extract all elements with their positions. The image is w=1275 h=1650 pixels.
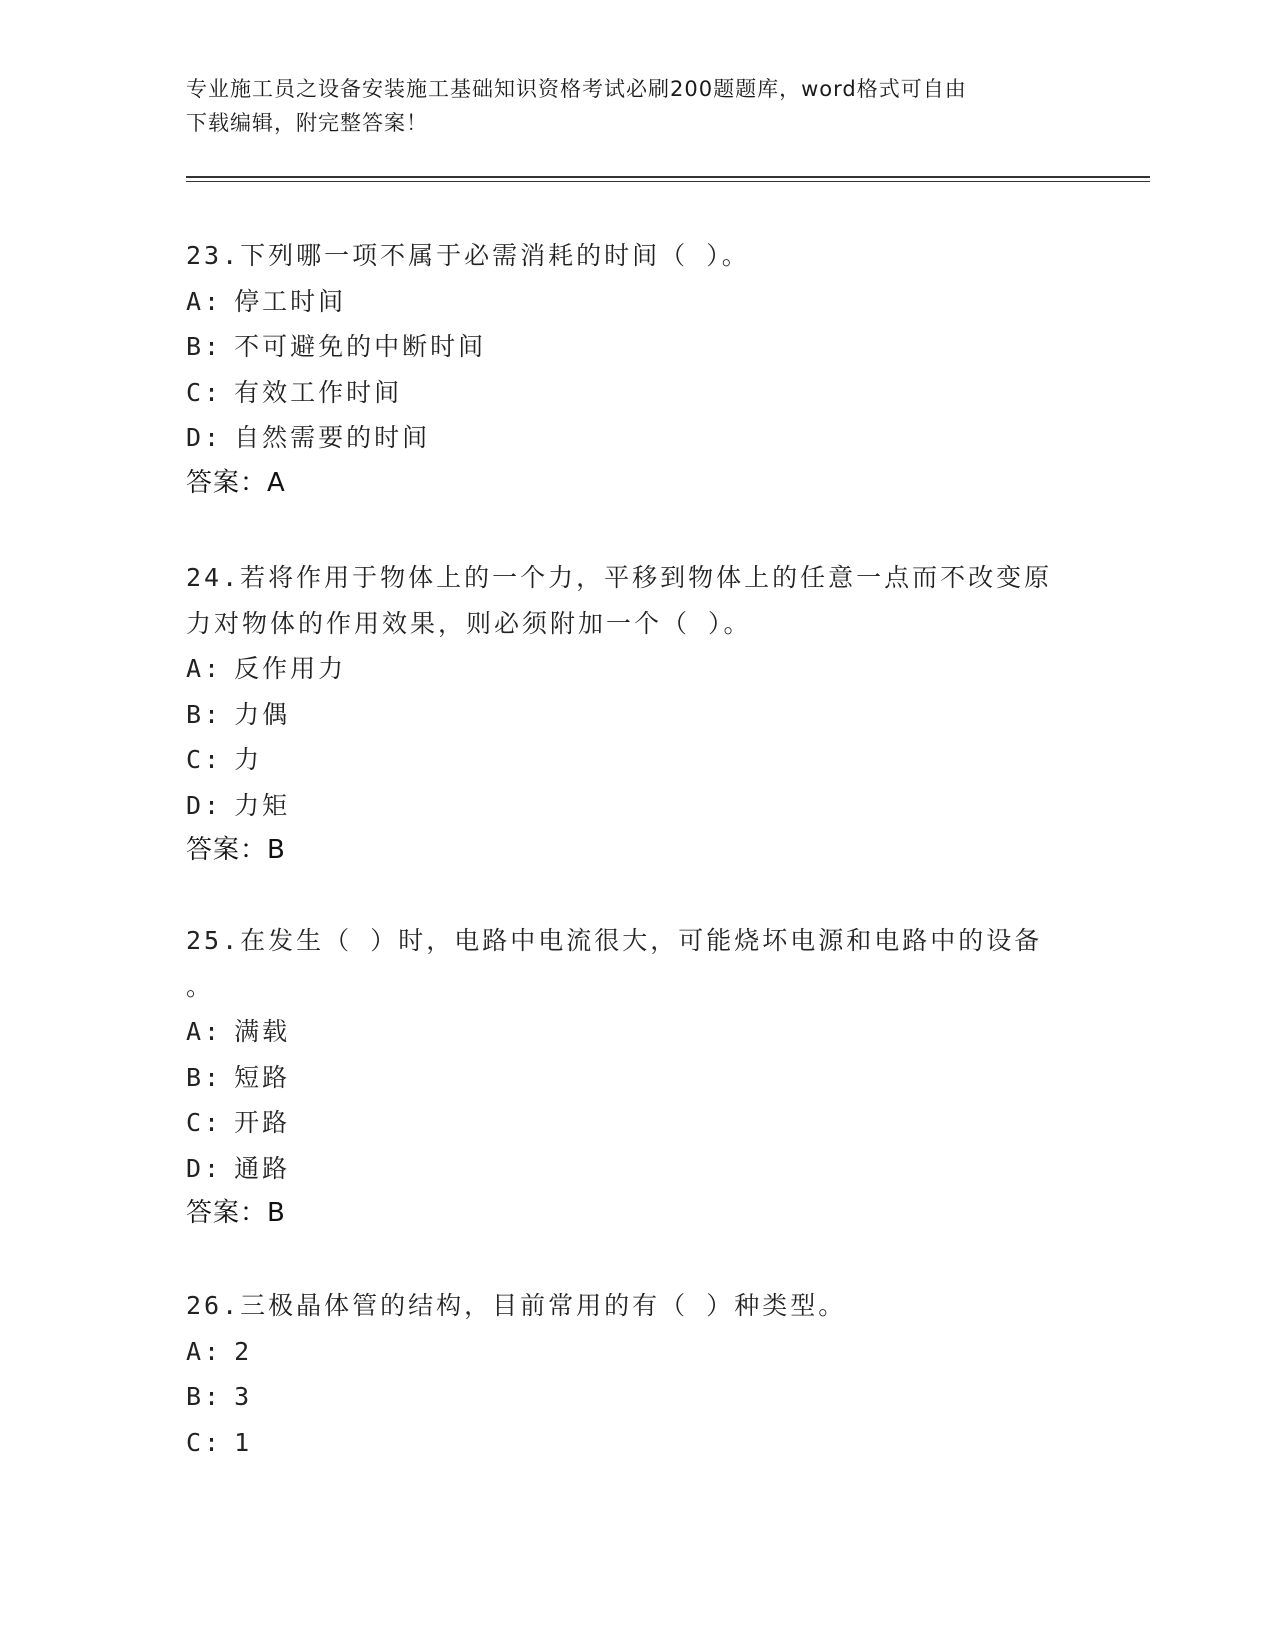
option-text: 短路 [234, 1062, 291, 1092]
option-letter: C: [186, 1427, 223, 1457]
option-text: 力偶 [234, 699, 291, 729]
question-24 [186, 555, 1086, 874]
option-letter: C: [186, 1108, 223, 1137]
question-stem-line-1: 25.在发生（ ）时，电路中电流很大，可能烧坏电源和电路中的设备 [186, 926, 1043, 955]
option-text: 开路 [234, 1108, 291, 1137]
option-a [186, 1329, 1086, 1375]
option-letter: D: [186, 790, 223, 820]
question-25 [186, 918, 1086, 1237]
header-line-1: 专业施工员之设备安装施工基础知识资格考试必刷200题题库，word格式可自由 [186, 77, 967, 101]
option-a [186, 1009, 1086, 1055]
question-26 [186, 1283, 1086, 1465]
option-letter: D: [186, 423, 223, 452]
option-text: 停工时间 [234, 286, 347, 316]
header-divider-top [186, 176, 1150, 178]
question-stem: 26.三极晶体管的结构，目前常用的有（ ）种类型。 [186, 1291, 847, 1320]
option-letter: C: [186, 377, 223, 407]
question-stem-line-1: 24.若将作用于物体上的一个力，平移到物体上的任意一点而不改变原 [186, 563, 1053, 592]
option-d [186, 783, 1086, 829]
header-divider-bottom [186, 181, 1150, 182]
option-letter: A: [186, 654, 223, 683]
option-letter: B: [186, 1382, 223, 1411]
option-d [186, 1146, 1086, 1192]
option-letter: B: [186, 699, 223, 729]
answer-label: 答案：A [186, 467, 286, 498]
option-a [186, 646, 1086, 692]
option-letter: C: [186, 745, 223, 774]
question-stem-line-2: 。 [186, 971, 215, 1001]
option-text: 3 [234, 1382, 253, 1411]
document-header [186, 72, 1086, 140]
header-line-2: 下载编辑，附完整答案！ [186, 111, 428, 135]
option-c [186, 370, 1086, 416]
option-letter: B: [186, 1062, 223, 1092]
option-b [186, 1374, 1086, 1420]
option-a [186, 279, 1086, 325]
option-text: 力矩 [234, 790, 291, 820]
question-23 [186, 233, 1086, 506]
option-text: 1 [234, 1427, 253, 1457]
option-b [186, 1055, 1086, 1101]
option-text: 通路 [234, 1153, 291, 1183]
option-text: 力 [234, 745, 263, 774]
option-b [186, 692, 1086, 738]
option-text: 自然需要的时间 [234, 423, 431, 452]
option-c [186, 737, 1086, 783]
answer-label: 答案：B [186, 835, 286, 865]
option-b [186, 324, 1086, 370]
option-letter: B: [186, 332, 223, 361]
option-c [186, 1100, 1086, 1146]
option-text: 不可避免的中断时间 [234, 332, 487, 361]
option-d [186, 415, 1086, 461]
question-stem: 23.下列哪一项不属于必需消耗的时间（ ）。 [186, 241, 750, 270]
question-stem-line-2: 力对物体的作用效果，则必须附加一个（ ）。 [186, 608, 752, 638]
option-letter: A: [186, 286, 223, 316]
option-text: 反作用力 [234, 654, 347, 683]
option-letter: A: [186, 1017, 223, 1046]
option-text: 满载 [234, 1017, 291, 1046]
option-text: 有效工作时间 [234, 377, 403, 407]
option-text: 2 [234, 1336, 253, 1366]
option-c [186, 1420, 1086, 1466]
option-letter: A: [186, 1336, 223, 1366]
answer-label: 答案：B [186, 1198, 286, 1228]
option-letter: D: [186, 1153, 223, 1183]
